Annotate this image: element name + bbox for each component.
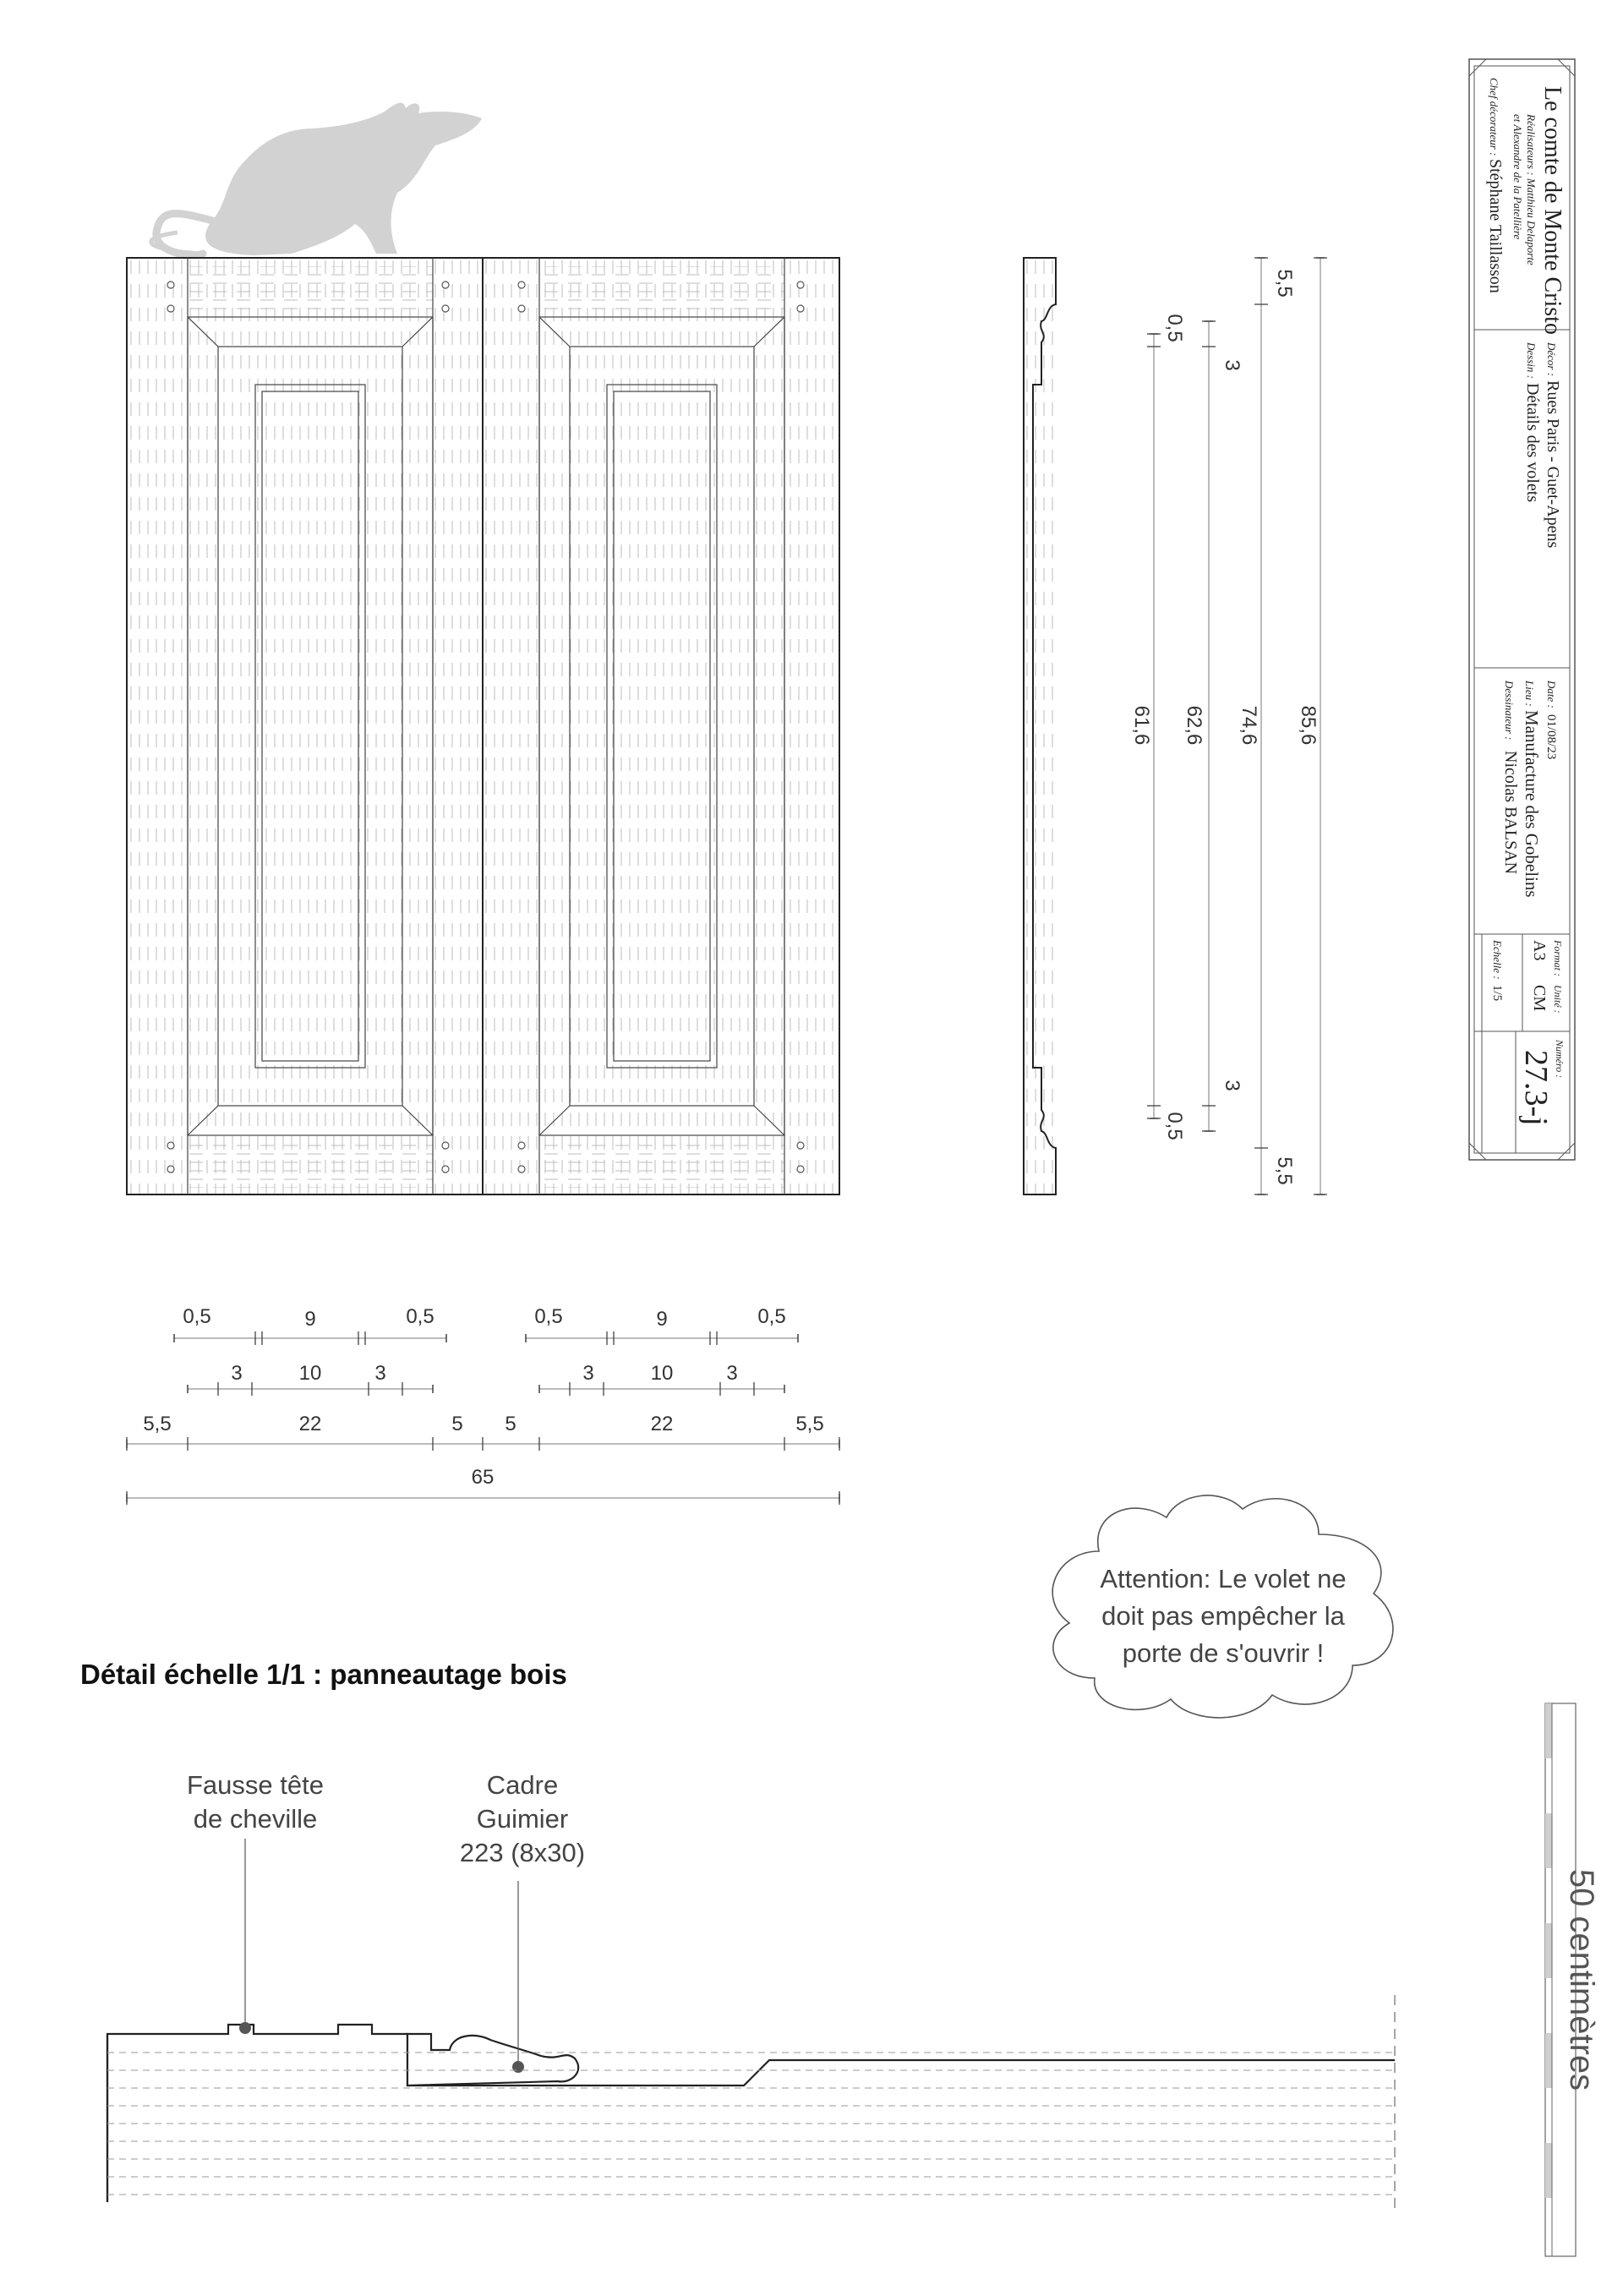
dim-frame-left: 3 [582,1362,594,1385]
dim-gap-right: 0,5 [406,1305,434,1328]
dessin-value: Détails des volets [1523,383,1542,503]
title-block [1469,59,1575,1160]
dim-frame-panel: 10 [650,1362,674,1385]
dim-frame-panel: 10 [298,1362,322,1385]
format-label: Format : [1552,940,1564,976]
unite-label: Unité : [1552,985,1564,1014]
dim-top-frame: 3 [1221,359,1243,371]
vertical-dimensions [1130,258,1327,1194]
dim-gap-left: 0,5 [183,1305,211,1328]
note-line-1: Attention: Le volet ne [1100,1564,1347,1594]
lieu-label: Lieu : [1523,681,1536,707]
decor-label: Décor : [1545,342,1558,377]
dim-total-width: 65 [471,1466,495,1489]
format-value: A3 [1530,940,1549,961]
dim-inner-panel: 9 [304,1308,316,1331]
echelle-value: 1/5 [1490,985,1504,1002]
dim-total-height: 85,6 [1297,705,1320,746]
date-value: 01/08/23 [1544,714,1558,760]
dessinateur-value: Nicolas BALSAN [1501,751,1520,875]
dim-panel-width-left: 22 [298,1413,322,1435]
numero-value: 27.3-j [1518,1050,1554,1126]
director-line-2: et Alexandre de la Patellière [1511,114,1524,240]
dim-inner-panel: 9 [656,1308,668,1331]
dim-stile-mid-left: 5 [451,1413,463,1435]
detail-heading: Détail échelle 1/1 : panneautage bois [80,1659,567,1690]
dim-between-rails: 74,6 [1238,705,1260,746]
dim-gap-left: 0,5 [534,1305,563,1328]
label-peg-line-1: Fausse tête [187,1770,324,1800]
panel-detail-section [107,1839,1395,2215]
dim-stile-outer-right: 5,5 [795,1413,824,1435]
rat-silhouette-icon [151,103,482,255]
dim-frame-total: 62,6 [1183,705,1205,746]
label-frame-line-3: 223 (8x30) [459,1838,586,1867]
label-frame-line-2: Guimier [476,1804,569,1834]
dim-bottom-frame: 3 [1221,1080,1243,1091]
dim-frame-right: 3 [374,1362,386,1385]
note-line-3: porte de s'ouvrir ! [1122,1638,1325,1668]
lieu-value: Manufacture des Gobelins [1522,710,1542,898]
shutter-front-elevation [127,258,839,1194]
label-frame-line-1: Cadre [486,1770,559,1800]
shutter-side-section [1024,258,1056,1194]
horizontal-dimensions [127,1305,839,1505]
dim-stile-mid-right: 5 [505,1413,516,1435]
chef-name: Stéphane Taillasson [1486,159,1505,293]
dim-top-rail: 5,5 [1273,269,1296,298]
project-title: Le comte de Monte Cristo [1539,86,1566,335]
director-line-1: Réalisateurs : Matthieu Delaporte [1525,114,1538,265]
dim-frame-left: 3 [231,1362,243,1385]
dim-bottom-gap: 0,5 [1163,1112,1186,1140]
echelle-label: Echelle : [1491,940,1504,980]
date-label: Date : [1545,681,1558,708]
chef-label: Chef décorateur : [1488,78,1500,156]
dim-panel-width-right: 22 [650,1413,674,1435]
dim-gap-right: 0,5 [757,1305,786,1328]
numero-label: Numéro : [1554,1040,1566,1079]
dessin-label: Dessin : [1525,342,1538,379]
dim-frame-right: 3 [726,1362,738,1385]
label-peg-line-2: de cheville [193,1804,318,1834]
unite-value: CM [1530,985,1549,1012]
note-line-2: doit pas empêcher la [1101,1601,1345,1631]
dim-panel: 61,6 [1130,705,1153,746]
dim-bottom-rail: 5,5 [1273,1156,1296,1185]
dim-stile-outer-left: 5,5 [143,1413,172,1435]
dim-top-gap: 0,5 [1163,314,1186,342]
dessinateur-label: Dessinateur : [1503,681,1516,741]
scale-bar-label: 50 centimètres [1563,1868,1600,2091]
decor-value: Rues Paris - Guet-Apens [1544,380,1562,549]
